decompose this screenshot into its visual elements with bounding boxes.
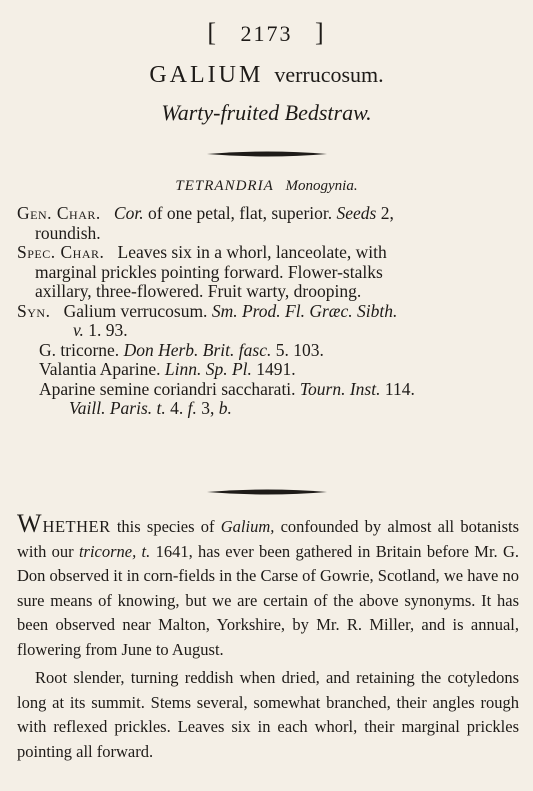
rule-swell-icon — [207, 150, 327, 158]
syn-5-fig: 3, — [196, 398, 219, 418]
spec-char-line1: Leaves six in a whorl, lanceolate, with — [117, 242, 387, 262]
syn-3-page: 1491. — [251, 359, 296, 379]
syn-2 — [17, 341, 522, 361]
gen-char-count: 2, — [376, 203, 394, 223]
plate-bracket-close: ] — [315, 18, 326, 47]
gen-char-seeds: Seeds — [336, 203, 377, 223]
syn-1-vol: v. — [73, 320, 84, 340]
ornamental-rule-bottom — [0, 488, 533, 496]
syn-1-cont — [17, 321, 522, 341]
syn-label: Syn. — [17, 300, 51, 321]
species-title — [0, 62, 533, 89]
p1-tricorne: tricorne, t. — [78, 541, 151, 561]
p1-genus: Galium, — [220, 517, 275, 536]
ornamental-rule-top — [0, 150, 533, 158]
spec-char-label: Spec. Char. — [17, 242, 105, 262]
syn-1-page: 1. 93. — [83, 320, 128, 340]
drop-cap: W — [17, 509, 43, 538]
gen-char-cor: Cor. — [113, 203, 144, 223]
genus-name: GALIUM — [149, 62, 264, 88]
species-epithet: verrucosum. — [274, 62, 384, 87]
syn-4-page: 114. — [380, 378, 415, 399]
syn-3-name: Valantia Aparine. — [39, 359, 165, 379]
syn-5-ref: Vaill. Paris. t. — [69, 398, 166, 418]
syn-2-name: G. tricorne. — [39, 339, 124, 360]
synonymy — [17, 302, 522, 419]
syn-3-ref: Linn. Sp. Pl. — [164, 359, 252, 379]
common-name: Warty-fruited Bedstraw. — [161, 100, 372, 125]
p1-text-a: this species of — [110, 517, 221, 536]
opening-word: HETHER — [42, 517, 111, 536]
gen-char-label: Gen. Char. — [17, 203, 101, 223]
description-text — [17, 509, 519, 764]
syn-3 — [17, 360, 522, 380]
gen-char-cont: roundish. — [35, 222, 101, 243]
syn-5-plate: 4. — [165, 398, 188, 418]
plate-bracket-open: [ — [207, 18, 218, 47]
class-name: TETRANDRIA — [175, 178, 274, 194]
gen-char-text: of one petal, flat, superior. — [143, 203, 337, 223]
generic-character — [17, 204, 522, 243]
p1-text-c: confounded by almost all botanists with our — [17, 517, 519, 561]
syn-5-b: b. — [218, 398, 232, 418]
order-name: Monogynia. — [285, 178, 358, 194]
syn-2-page: 5. 103. — [271, 339, 324, 360]
syn-4-ref: Tourn. Inst. — [299, 378, 381, 399]
syn-4-name: Aparine semine coriandri saccharati. — [39, 378, 300, 399]
syn-5-f: f. — [187, 398, 197, 418]
syn-1-ref: Sm. Prod. Fl. Græc. Sibth. — [211, 300, 398, 321]
rule-swell-icon — [207, 488, 327, 496]
syn-1-name: Galium verrucosum. — [63, 300, 212, 321]
syn-5 — [17, 399, 522, 419]
syn-2-ref: Don Herb. Brit. fasc. — [123, 339, 272, 360]
specific-character — [17, 243, 522, 302]
plate-number — [0, 18, 533, 48]
paragraph-2: Root slender, turning reddish when dried, and retaining the cotyledons long at its summit. Stems several, somewhat branched, their angles rough with reflexed prickles. Leaves six in each whorl, their marginal prickles pointing all forward. — [17, 668, 519, 761]
p1-text-e: 1641, has ever been gathered in Britain before Mr. G. Don observed it in corn-fields in the Carse of Gowrie, Scotland, we have no sure means of knowing, but we are certain of the above synonyms. It has been observed near Malton, Yorkshire, by Mr. R. Miller, and is annual, flowering from June to August. — [17, 541, 519, 659]
linnaean-classification — [0, 178, 533, 195]
spec-char-line3: axillary, three-flowered. Fruit warty, drooping. — [35, 281, 362, 301]
characters-block — [17, 204, 522, 419]
plate-number-value: 2173 — [240, 21, 293, 46]
syn-4 — [17, 380, 522, 400]
spec-char-line2: marginal prickles pointing forward. Flower-stalks — [35, 261, 383, 282]
paragraph-1 — [17, 509, 519, 662]
